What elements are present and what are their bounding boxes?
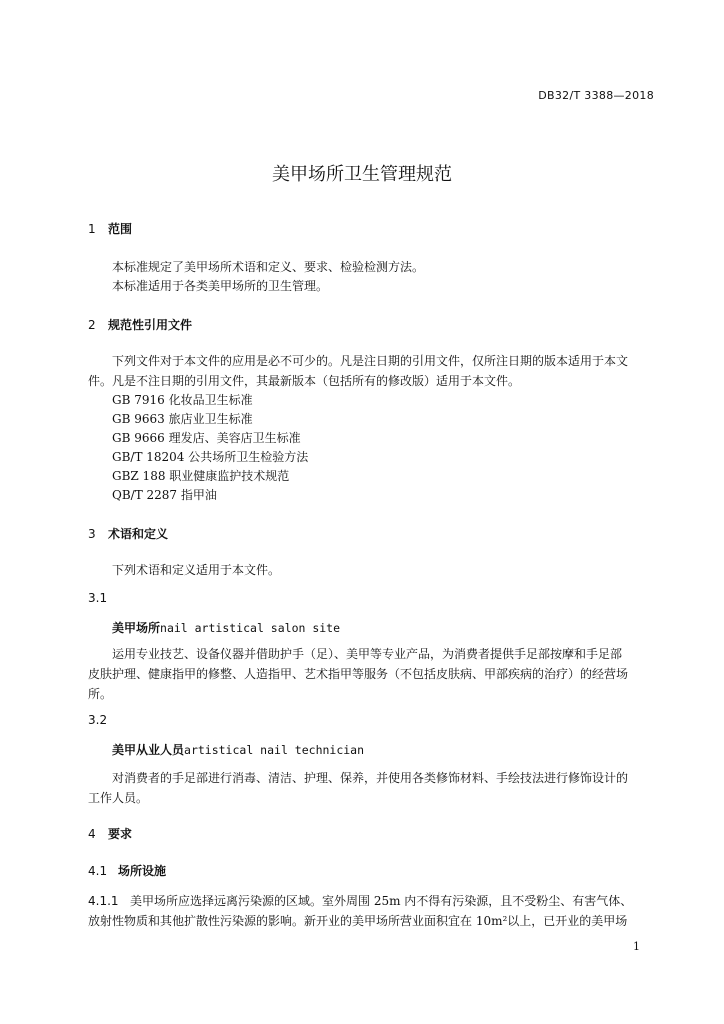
- section-number: 3: [88, 527, 96, 541]
- subsection-title: 场所设施: [118, 864, 167, 878]
- term-name-en: artistical nail technician: [184, 743, 365, 757]
- term-name: [112, 741, 364, 758]
- paragraph: 下列文件对于本文件的应用是必不可少的。凡是注日期的引用文件，仅所注日期的版本适用于本文: [112, 354, 629, 368]
- paragraph: 件。凡是不注日期的引用文件，其最新版本（包括所有的修改版）适用于本文件。: [88, 374, 521, 388]
- definition-line: 对消费者的手足部进行消毒、清洁、护理、保养，并使用各类修饰材料、手绘技法进行修饰设计的: [112, 771, 629, 785]
- standard-code: DB32/T 3388—2018: [538, 89, 654, 102]
- section-2-heading: [88, 316, 192, 333]
- section-title: 要求: [108, 827, 133, 841]
- reference-item: GB 9663 旅店业卫生标准: [112, 412, 253, 426]
- section-title: 范围: [108, 222, 133, 236]
- section-number: 2: [88, 318, 96, 332]
- definition-line: 运用专业技艺、设备仪器并借助护手（足）、美甲等专业产品，为消费者提供手足部按摩和手足部: [112, 647, 623, 661]
- page-number: 1: [633, 940, 640, 953]
- definition-line: 工作人员。: [88, 791, 149, 805]
- reference-item: GBZ 188 职业健康监护技术规范: [112, 469, 290, 483]
- section-3-heading: [88, 525, 168, 542]
- paragraph: 下列术语和定义适用于本文件。: [112, 563, 281, 577]
- section-4-heading: [88, 825, 132, 842]
- term-name-cn: 美甲场所: [112, 621, 161, 635]
- term-name: [112, 619, 340, 636]
- section-number: 1: [88, 222, 96, 236]
- paragraph: 本标准规定了美甲场所术语和定义、要求、检验检测方法。: [112, 260, 425, 274]
- term-name-cn: 美甲从业人员: [112, 743, 185, 757]
- document-title: 美甲场所卫生管理规范: [272, 164, 452, 185]
- section-1-heading: [88, 220, 132, 237]
- requirement-line: [88, 892, 632, 909]
- item-text: 美甲场所应选择远离污染源的区域。室外周围 25m 内不得有污染源，且不受粉尘、有害气体、: [130, 894, 633, 908]
- section-title: 术语和定义: [108, 527, 169, 541]
- definition-line: 皮肤护理、健康指甲的修整、人造指甲、艺术指甲等服务（不包括皮肤病、甲部疾病的治疗）的经营场: [88, 667, 629, 681]
- reference-item: QB/T 2287 指甲油: [112, 488, 217, 502]
- requirement-line: 放射性物质和其他扩散性污染源的影响。新开业的美甲场所营业面积宜在 10m²以上，已开业的美甲场: [88, 914, 628, 928]
- reference-item: GB 7916 化妆品卫生标准: [112, 393, 253, 407]
- subsection-heading: [88, 862, 166, 879]
- definition-line: 所。: [88, 687, 113, 701]
- section-title: 规范性引用文件: [108, 318, 193, 332]
- term-number: 3.1: [88, 591, 108, 605]
- item-number: 4.1.1: [88, 894, 119, 908]
- reference-item: GB/T 18204 公共场所卫生检验方法: [112, 450, 309, 464]
- section-number: 4: [88, 827, 96, 841]
- paragraph: 本标准适用于各类美甲场所的卫生管理。: [112, 279, 329, 293]
- term-number: 3.2: [88, 713, 108, 727]
- reference-item: GB 9666 理发店、美容店卫生标准: [112, 431, 301, 445]
- term-name-en: nail artistical salon site: [160, 621, 341, 635]
- subsection-number: 4.1: [88, 864, 108, 878]
